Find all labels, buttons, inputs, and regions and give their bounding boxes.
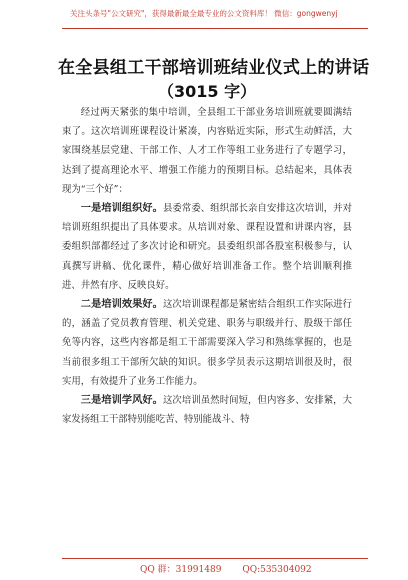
word-count: （3015 字）	[158, 82, 257, 101]
header-promo-text: 关注头条号"公文研究"，获得最新最全最专业的公文资料库！ 微信：gongwenyj	[70, 9, 338, 18]
footer-contact	[140, 562, 330, 575]
paragraph-text: 县委常委、组织部长亲自安排这次培训，并对培训班组织提出了具体要求。从培训对象、课程设置和讲课内容，县委组织部都经过了多次讨论和研究。县委组织部各股室积极参与，认真撰写讲稿、优化课件，精心做好培训准备工作。整个培训顺利推进、井然有序、反映良好。	[62, 203, 352, 291]
paragraph-organization	[62, 199, 352, 295]
paragraph-study-style	[62, 391, 352, 429]
paragraph-intro	[62, 103, 352, 199]
paragraph-lead: 三是培训学风好。	[80, 395, 163, 407]
page-header	[0, 4, 408, 34]
paragraph-lead: 二是培训效果好。	[80, 299, 163, 311]
footer-divider	[62, 558, 368, 559]
paragraph-effect	[62, 295, 352, 391]
paragraph-text: 经过两天紧张的集中培训，全县组工干部业务培训班就要圆满结束了。这次培训班课程设计紧凑，内容贴近实际，形式生动鲜活，大家围绕基层党建、干部工作、人才工作等组工业务进行了专题学习，达到了提高理论水平、增强工作能力的预期目标。总结起来，具体表现为“三个好”：	[62, 107, 352, 195]
paragraph-text: 这次培训虽然时间短，但内容多、安排紧，大家发扬组工干部特别能吃苦、特别能战斗、特	[62, 395, 352, 426]
document-title: 在全县组工干部培训班结业仪式上的讲话	[58, 58, 370, 78]
paragraph-lead: 一是培训组织好。	[80, 203, 163, 215]
paragraph-text: 这次培训课程都是紧密结合组织工作实际进行的，涵盖了党员教育管理、机关党建、职务与职级并行、股级干部任免等内容，这些内容都是组工干部需要深入学习和熟练掌握的，也是当前很多组工干部所欠缺的知识。很多学员表示这期培训很及时，很实用，有效提升了业务工作能力。	[62, 299, 352, 387]
document-body	[62, 103, 352, 429]
header-divider	[62, 28, 368, 29]
footer-qq: QQ:535304092	[242, 565, 312, 575]
footer-qq-group: QQ 群：31991489	[140, 565, 222, 575]
